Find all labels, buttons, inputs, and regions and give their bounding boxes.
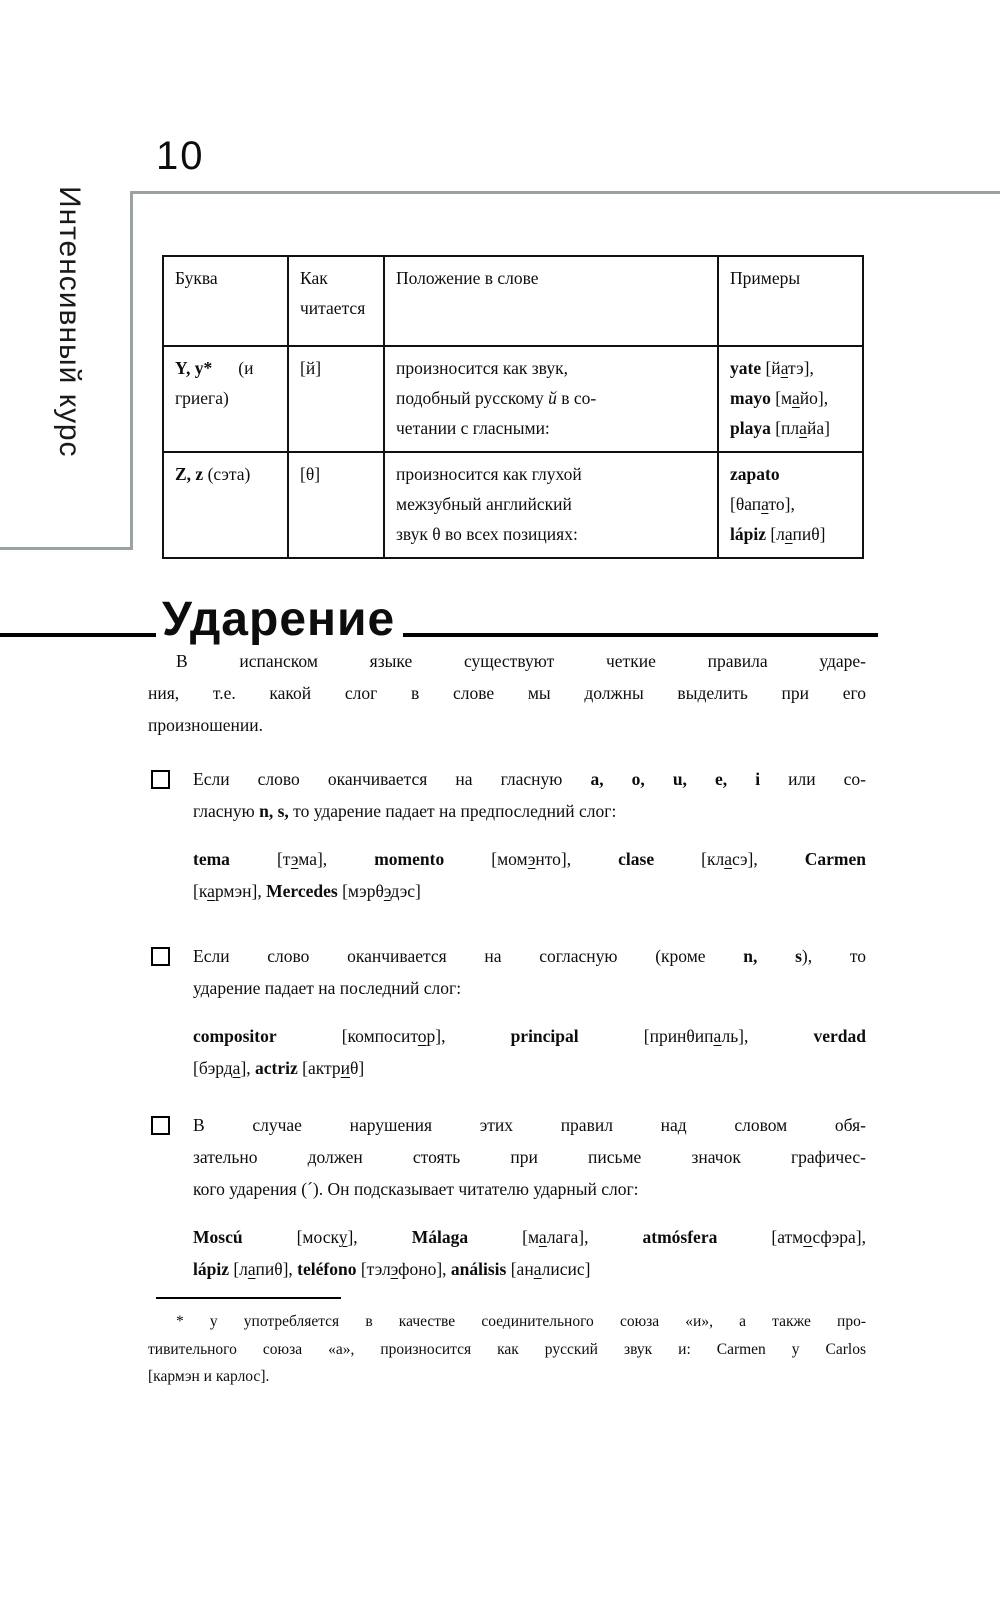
section-heading-row [0, 592, 878, 647]
table-header-letter: Буква [163, 256, 288, 346]
cell-y-position: произносится как звук, подобный русскому й в со- четании с гласными: [384, 346, 718, 452]
table-row-y [163, 346, 863, 452]
table-header-reading: Как читается [288, 256, 384, 346]
rule-1-examples: tema [тэма], momento [момэнто], clase [класэ], Carmen [кармэн], Mercedes [мэрθэдэс] [193, 849, 866, 901]
heading-rule-right [403, 633, 878, 637]
bullet-square-icon [148, 1109, 193, 1205]
footnote-separator [156, 1297, 341, 1299]
body-content [148, 645, 866, 1391]
table-header-position: Положение в слове [384, 256, 718, 346]
rule-2-examples: compositor [компоситор], principal [принθипаль], verdad [бэрда], actriz [актриθ] [193, 1026, 866, 1078]
cell-y-reading: [й] [288, 346, 384, 452]
rule-item-3 [148, 1109, 866, 1205]
rule-item-2 [148, 940, 866, 1004]
table-header-row [163, 256, 863, 346]
cell-z-position: произносится как глухой межзубный английский звук θ во всех позициях: [384, 452, 718, 558]
table-header-examples: Примеры [718, 256, 863, 346]
frame-divider-foot [0, 547, 133, 550]
frame-divider-top [130, 191, 1000, 194]
heading-rule-left [0, 633, 156, 637]
section-title: Ударение [162, 593, 396, 646]
cell-y-letter: Y, y* (и гриега) [163, 346, 288, 452]
page-number: 10 [156, 134, 205, 178]
rule-3-examples: Moscú [моску], Málaga [малага], atmósfera [атмосфэра], lápiz [лапиθ], teléfono [тэлэфоно], análisis [аналисис] [193, 1227, 866, 1279]
cell-y-examples: yate [йатэ], mayo [майо], playa [плайа] [718, 346, 863, 452]
table-row-z [163, 452, 863, 558]
bullet-square-icon [148, 940, 193, 1004]
rule-item-1 [148, 763, 866, 827]
sidebar-course-label: Интенсивный курс [53, 186, 86, 458]
footnote-text: * y употребляется в качестве соединительного союза «и», а также про- тивительного союза «а», произносится как русский звук и: Carmen y Carlos [кармэн и карлос]. [148, 1313, 866, 1385]
cell-z-reading: [θ] [288, 452, 384, 558]
pronunciation-table [162, 255, 864, 559]
rule-2-text: Если слово оканчивается на согласную (кроме n, s), то ударение падает на последний слог: [193, 946, 866, 998]
rule-3-text: В случае нарушения этих правил над словом обя- зательно должен стоять при письме значок графичес- кого ударения (´). Он подсказывает читателю ударный слог: [193, 1115, 866, 1199]
bullet-square-icon [148, 763, 193, 827]
frame-divider-left [130, 191, 133, 550]
cell-z-examples: zapato [θапато], lápiz [лапиθ] [718, 452, 863, 558]
rule-1-text: Если слово оканчивается на гласную a, o, u, e, i или со- гласную n, s, то ударение падает на предпоследний слог: [193, 769, 866, 821]
cell-z-letter: Z, z (сэта) [163, 452, 288, 558]
intro-paragraph: В испанском языке существуют четкие правила ударе- ния, т.е. какой слог в слове мы должны выделить при его произношении. [148, 651, 866, 735]
